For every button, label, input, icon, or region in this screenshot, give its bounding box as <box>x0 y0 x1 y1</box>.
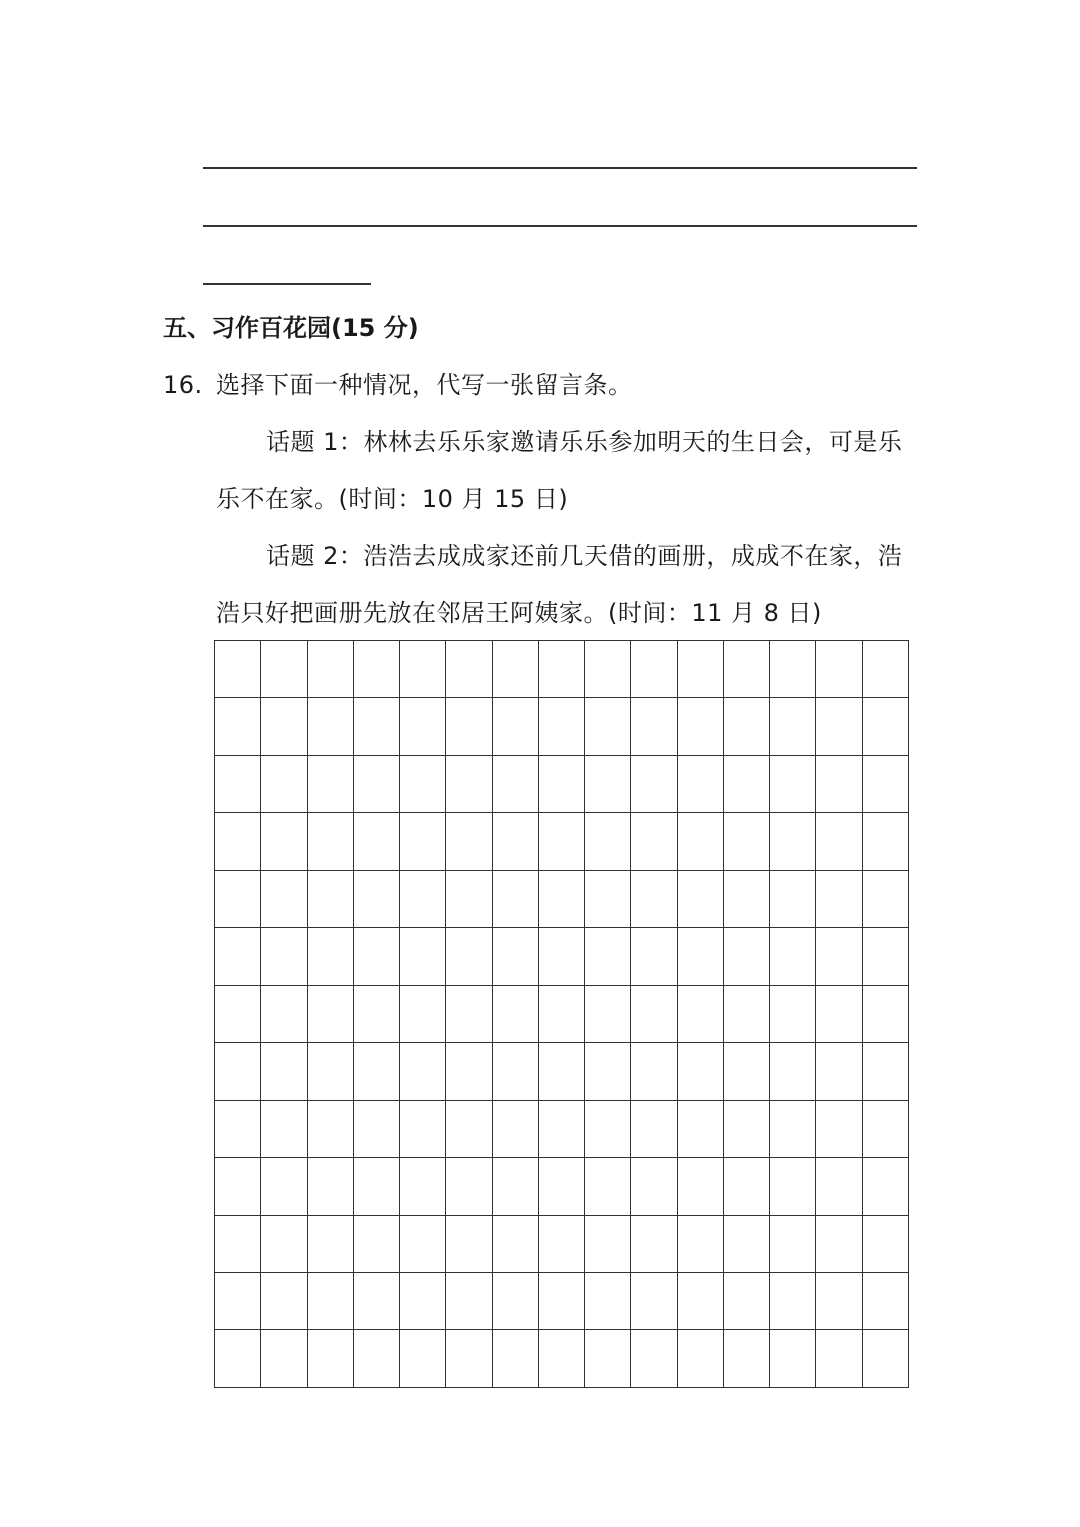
grid-cell[interactable] <box>723 1330 769 1388</box>
grid-cell[interactable] <box>538 1043 584 1100</box>
grid-cell[interactable] <box>400 1272 446 1329</box>
grid-cell[interactable] <box>353 928 399 985</box>
grid-cell[interactable] <box>816 698 862 755</box>
grid-cell[interactable] <box>446 928 492 985</box>
grid-cell[interactable] <box>353 1043 399 1100</box>
grid-cell[interactable] <box>862 813 908 870</box>
grid-cell[interactable] <box>631 928 677 985</box>
grid-cell[interactable] <box>400 1100 446 1157</box>
grid-cell[interactable] <box>215 813 261 870</box>
grid-cell[interactable] <box>585 698 631 755</box>
grid-cell[interactable] <box>538 698 584 755</box>
grid-cell[interactable] <box>677 698 723 755</box>
grid-cell[interactable] <box>446 1272 492 1329</box>
grid-cell[interactable] <box>446 1215 492 1272</box>
grid-cell[interactable] <box>723 1272 769 1329</box>
grid-row <box>215 1100 909 1157</box>
grid-cell[interactable] <box>261 1043 307 1100</box>
grid-cell[interactable] <box>770 928 816 985</box>
grid-cell[interactable] <box>400 928 446 985</box>
grid-cell[interactable] <box>307 1100 353 1157</box>
grid-cell[interactable] <box>723 985 769 1042</box>
grid-cell[interactable] <box>446 698 492 755</box>
grid-cell[interactable] <box>538 641 584 698</box>
grid-cell[interactable] <box>215 1158 261 1215</box>
grid-cell[interactable] <box>492 870 538 927</box>
grid-cell[interactable] <box>215 1272 261 1329</box>
grid-row <box>215 1043 909 1100</box>
grid-cell[interactable] <box>723 641 769 698</box>
grid-row <box>215 870 909 927</box>
grid-cell[interactable] <box>446 1330 492 1388</box>
grid-cell[interactable] <box>631 698 677 755</box>
grid-cell[interactable] <box>723 813 769 870</box>
grid-cell[interactable] <box>631 1215 677 1272</box>
grid-cell[interactable] <box>353 641 399 698</box>
grid-cell[interactable] <box>862 1330 908 1388</box>
grid-cell[interactable] <box>215 985 261 1042</box>
grid-cell[interactable] <box>770 1330 816 1388</box>
grid-cell[interactable] <box>816 755 862 812</box>
grid-cell[interactable] <box>400 1215 446 1272</box>
grid-cell[interactable] <box>261 1272 307 1329</box>
grid-cell[interactable] <box>215 1100 261 1157</box>
grid-cell[interactable] <box>816 928 862 985</box>
grid-cell[interactable] <box>862 698 908 755</box>
grid-cell[interactable] <box>261 755 307 812</box>
grid-row <box>215 985 909 1042</box>
grid-cell[interactable] <box>631 1272 677 1329</box>
grid-cell[interactable] <box>770 1272 816 1329</box>
grid-cell[interactable] <box>677 813 723 870</box>
grid-cell[interactable] <box>631 755 677 812</box>
grid-cell[interactable] <box>770 870 816 927</box>
grid-cell[interactable] <box>492 928 538 985</box>
grid-row <box>215 1215 909 1272</box>
grid-cell[interactable] <box>215 1215 261 1272</box>
grid-cell[interactable] <box>261 1215 307 1272</box>
grid-cell[interactable] <box>353 1215 399 1272</box>
topic-1-line-1: 话题 1：林林去乐乐家邀请乐乐参加明天的生日会，可是乐 <box>266 428 903 456</box>
grid-cell[interactable] <box>770 1215 816 1272</box>
grid-cell[interactable] <box>816 1158 862 1215</box>
grid-cell[interactable] <box>631 1330 677 1388</box>
grid-cell[interactable] <box>261 813 307 870</box>
grid-cell[interactable] <box>677 1158 723 1215</box>
grid-cell[interactable] <box>631 870 677 927</box>
grid-cell[interactable] <box>723 698 769 755</box>
grid-cell[interactable] <box>585 1330 631 1388</box>
grid-cell[interactable] <box>538 1100 584 1157</box>
grid-cell[interactable] <box>492 813 538 870</box>
grid-cell[interactable] <box>446 1100 492 1157</box>
grid-cell[interactable] <box>538 755 584 812</box>
grid-row <box>215 755 909 812</box>
grid-cell[interactable] <box>770 641 816 698</box>
grid-cell[interactable] <box>400 755 446 812</box>
answer-line-3[interactable] <box>203 283 371 285</box>
grid-cell[interactable] <box>585 641 631 698</box>
grid-cell[interactable] <box>631 985 677 1042</box>
grid-cell[interactable] <box>353 1158 399 1215</box>
grid-cell[interactable] <box>631 1100 677 1157</box>
grid-cell[interactable] <box>492 985 538 1042</box>
grid-cell[interactable] <box>307 1272 353 1329</box>
grid-cell[interactable] <box>816 1272 862 1329</box>
grid-cell[interactable] <box>585 813 631 870</box>
grid-cell[interactable] <box>862 1215 908 1272</box>
grid-cell[interactable] <box>353 1100 399 1157</box>
grid-cell[interactable] <box>307 870 353 927</box>
section-title: 五、习作百花园(15 分) <box>163 314 419 342</box>
grid-cell[interactable] <box>215 1330 261 1388</box>
grid-cell[interactable] <box>677 1043 723 1100</box>
grid-row <box>215 813 909 870</box>
grid-row <box>215 928 909 985</box>
grid-cell[interactable] <box>585 1215 631 1272</box>
grid-cell[interactable] <box>307 1158 353 1215</box>
grid-cell[interactable] <box>677 1330 723 1388</box>
grid-cell[interactable] <box>492 1330 538 1388</box>
grid-cell[interactable] <box>770 1100 816 1157</box>
grid-cell[interactable] <box>538 1215 584 1272</box>
grid-cell[interactable] <box>446 813 492 870</box>
grid-cell[interactable] <box>400 870 446 927</box>
grid-cell[interactable] <box>816 641 862 698</box>
grid-cell[interactable] <box>723 870 769 927</box>
grid-cell[interactable] <box>446 1043 492 1100</box>
grid-cell[interactable] <box>400 641 446 698</box>
topic-2-line-1: 话题 2：浩浩去成成家还前几天借的画册，成成不在家，浩 <box>266 542 903 570</box>
grid-cell[interactable] <box>261 1158 307 1215</box>
grid-cell[interactable] <box>631 1043 677 1100</box>
grid-cell[interactable] <box>585 1043 631 1100</box>
grid-cell[interactable] <box>677 1272 723 1329</box>
grid-cell[interactable] <box>677 870 723 927</box>
grid-cell[interactable] <box>770 755 816 812</box>
grid-cell[interactable] <box>862 1043 908 1100</box>
grid-cell[interactable] <box>770 1043 816 1100</box>
grid-cell[interactable] <box>261 698 307 755</box>
grid-cell[interactable] <box>261 641 307 698</box>
grid-cell[interactable] <box>353 1272 399 1329</box>
grid-cell[interactable] <box>723 1043 769 1100</box>
grid-cell[interactable] <box>492 641 538 698</box>
grid-cell[interactable] <box>353 870 399 927</box>
grid-cell[interactable] <box>677 755 723 812</box>
grid-cell[interactable] <box>215 928 261 985</box>
grid-cell[interactable] <box>261 985 307 1042</box>
grid-cell[interactable] <box>816 1043 862 1100</box>
grid-cell[interactable] <box>261 1100 307 1157</box>
answer-line-1[interactable] <box>203 167 917 169</box>
grid-cell[interactable] <box>492 1215 538 1272</box>
grid-cell[interactable] <box>677 928 723 985</box>
grid-cell[interactable] <box>446 985 492 1042</box>
grid-cell[interactable] <box>307 928 353 985</box>
grid-cell[interactable] <box>261 870 307 927</box>
grid-row <box>215 1272 909 1329</box>
grid-cell[interactable] <box>585 755 631 812</box>
grid-cell[interactable] <box>446 641 492 698</box>
grid-cell[interactable] <box>723 1215 769 1272</box>
grid-cell[interactable] <box>307 755 353 812</box>
grid-cell[interactable] <box>862 1158 908 1215</box>
grid-cell[interactable] <box>538 1272 584 1329</box>
grid-cell[interactable] <box>492 755 538 812</box>
grid-cell[interactable] <box>862 1100 908 1157</box>
grid-cell[interactable] <box>677 641 723 698</box>
grid-cell[interactable] <box>862 985 908 1042</box>
grid-row <box>215 1158 909 1215</box>
grid-cell[interactable] <box>770 813 816 870</box>
grid-cell[interactable] <box>492 1100 538 1157</box>
grid-cell[interactable] <box>215 641 261 698</box>
grid-cell[interactable] <box>446 755 492 812</box>
grid-cell[interactable] <box>261 1330 307 1388</box>
grid-cell[interactable] <box>538 1158 584 1215</box>
grid-cell[interactable] <box>677 1100 723 1157</box>
grid-cell[interactable] <box>677 1215 723 1272</box>
writing-grid[interactable] <box>214 640 909 1388</box>
grid-cell[interactable] <box>585 1272 631 1329</box>
grid-cell[interactable] <box>353 813 399 870</box>
grid-cell[interactable] <box>770 698 816 755</box>
grid-cell[interactable] <box>261 928 307 985</box>
grid-cell[interactable] <box>770 985 816 1042</box>
grid-cell[interactable] <box>585 1158 631 1215</box>
grid-cell[interactable] <box>538 985 584 1042</box>
grid-cell[interactable] <box>215 698 261 755</box>
question-number: 16. <box>163 371 203 399</box>
grid-cell[interactable] <box>723 928 769 985</box>
grid-cell[interactable] <box>353 1330 399 1388</box>
grid-cell[interactable] <box>492 1043 538 1100</box>
grid-cell[interactable] <box>585 928 631 985</box>
grid-cell[interactable] <box>677 985 723 1042</box>
grid-cell[interactable] <box>585 870 631 927</box>
grid-cell[interactable] <box>307 985 353 1042</box>
grid-cell[interactable] <box>307 1330 353 1388</box>
grid-cell[interactable] <box>770 1158 816 1215</box>
grid-cell[interactable] <box>492 1158 538 1215</box>
grid-cell[interactable] <box>307 641 353 698</box>
grid-cell[interactable] <box>400 1158 446 1215</box>
grid-cell[interactable] <box>492 1272 538 1329</box>
grid-cell[interactable] <box>307 1215 353 1272</box>
grid-cell[interactable] <box>400 1043 446 1100</box>
grid-cell[interactable] <box>400 985 446 1042</box>
grid-cell[interactable] <box>862 641 908 698</box>
grid-cell[interactable] <box>307 1043 353 1100</box>
grid-cell[interactable] <box>585 985 631 1042</box>
grid-cell[interactable] <box>400 698 446 755</box>
grid-row <box>215 641 909 698</box>
grid-cell[interactable] <box>585 1100 631 1157</box>
grid-cell[interactable] <box>538 870 584 927</box>
grid-cell[interactable] <box>215 1043 261 1100</box>
grid-cell[interactable] <box>353 698 399 755</box>
grid-cell[interactable] <box>862 928 908 985</box>
grid-cell[interactable] <box>862 870 908 927</box>
grid-cell[interactable] <box>538 813 584 870</box>
grid-cell[interactable] <box>816 985 862 1042</box>
grid-cell[interactable] <box>816 1215 862 1272</box>
grid-cell[interactable] <box>400 1330 446 1388</box>
grid-cell[interactable] <box>353 985 399 1042</box>
grid-row <box>215 698 909 755</box>
grid-row <box>215 1330 909 1388</box>
topic-2-line-2: 浩只好把画册先放在邻居王阿姨家。(时间：11 月 8 日) <box>216 599 822 627</box>
grid-cell[interactable] <box>723 1100 769 1157</box>
grid-cell[interactable] <box>492 698 538 755</box>
grid-cell[interactable] <box>538 1330 584 1388</box>
grid-cell[interactable] <box>307 813 353 870</box>
grid-cell[interactable] <box>862 1272 908 1329</box>
grid-cell[interactable] <box>816 813 862 870</box>
grid-cell[interactable] <box>723 755 769 812</box>
grid-cell[interactable] <box>446 1158 492 1215</box>
grid-cell[interactable] <box>631 1158 677 1215</box>
grid-cell[interactable] <box>723 1158 769 1215</box>
grid-cell[interactable] <box>816 1100 862 1157</box>
grid-cell[interactable] <box>538 928 584 985</box>
grid-cell[interactable] <box>631 813 677 870</box>
answer-line-2[interactable] <box>203 225 917 227</box>
grid-cell[interactable] <box>816 870 862 927</box>
grid-cell[interactable] <box>400 813 446 870</box>
grid-cell[interactable] <box>215 755 261 812</box>
grid-cell[interactable] <box>446 870 492 927</box>
grid-cell[interactable] <box>631 641 677 698</box>
question-prompt: 选择下面一种情况，代写一张留言条。 <box>216 371 633 399</box>
topic-1-line-2: 乐不在家。(时间：10 月 15 日) <box>216 485 569 513</box>
grid-cell[interactable] <box>816 1330 862 1388</box>
grid-cell[interactable] <box>862 755 908 812</box>
grid-cell[interactable] <box>353 755 399 812</box>
grid-cell[interactable] <box>307 698 353 755</box>
grid-cell[interactable] <box>215 870 261 927</box>
